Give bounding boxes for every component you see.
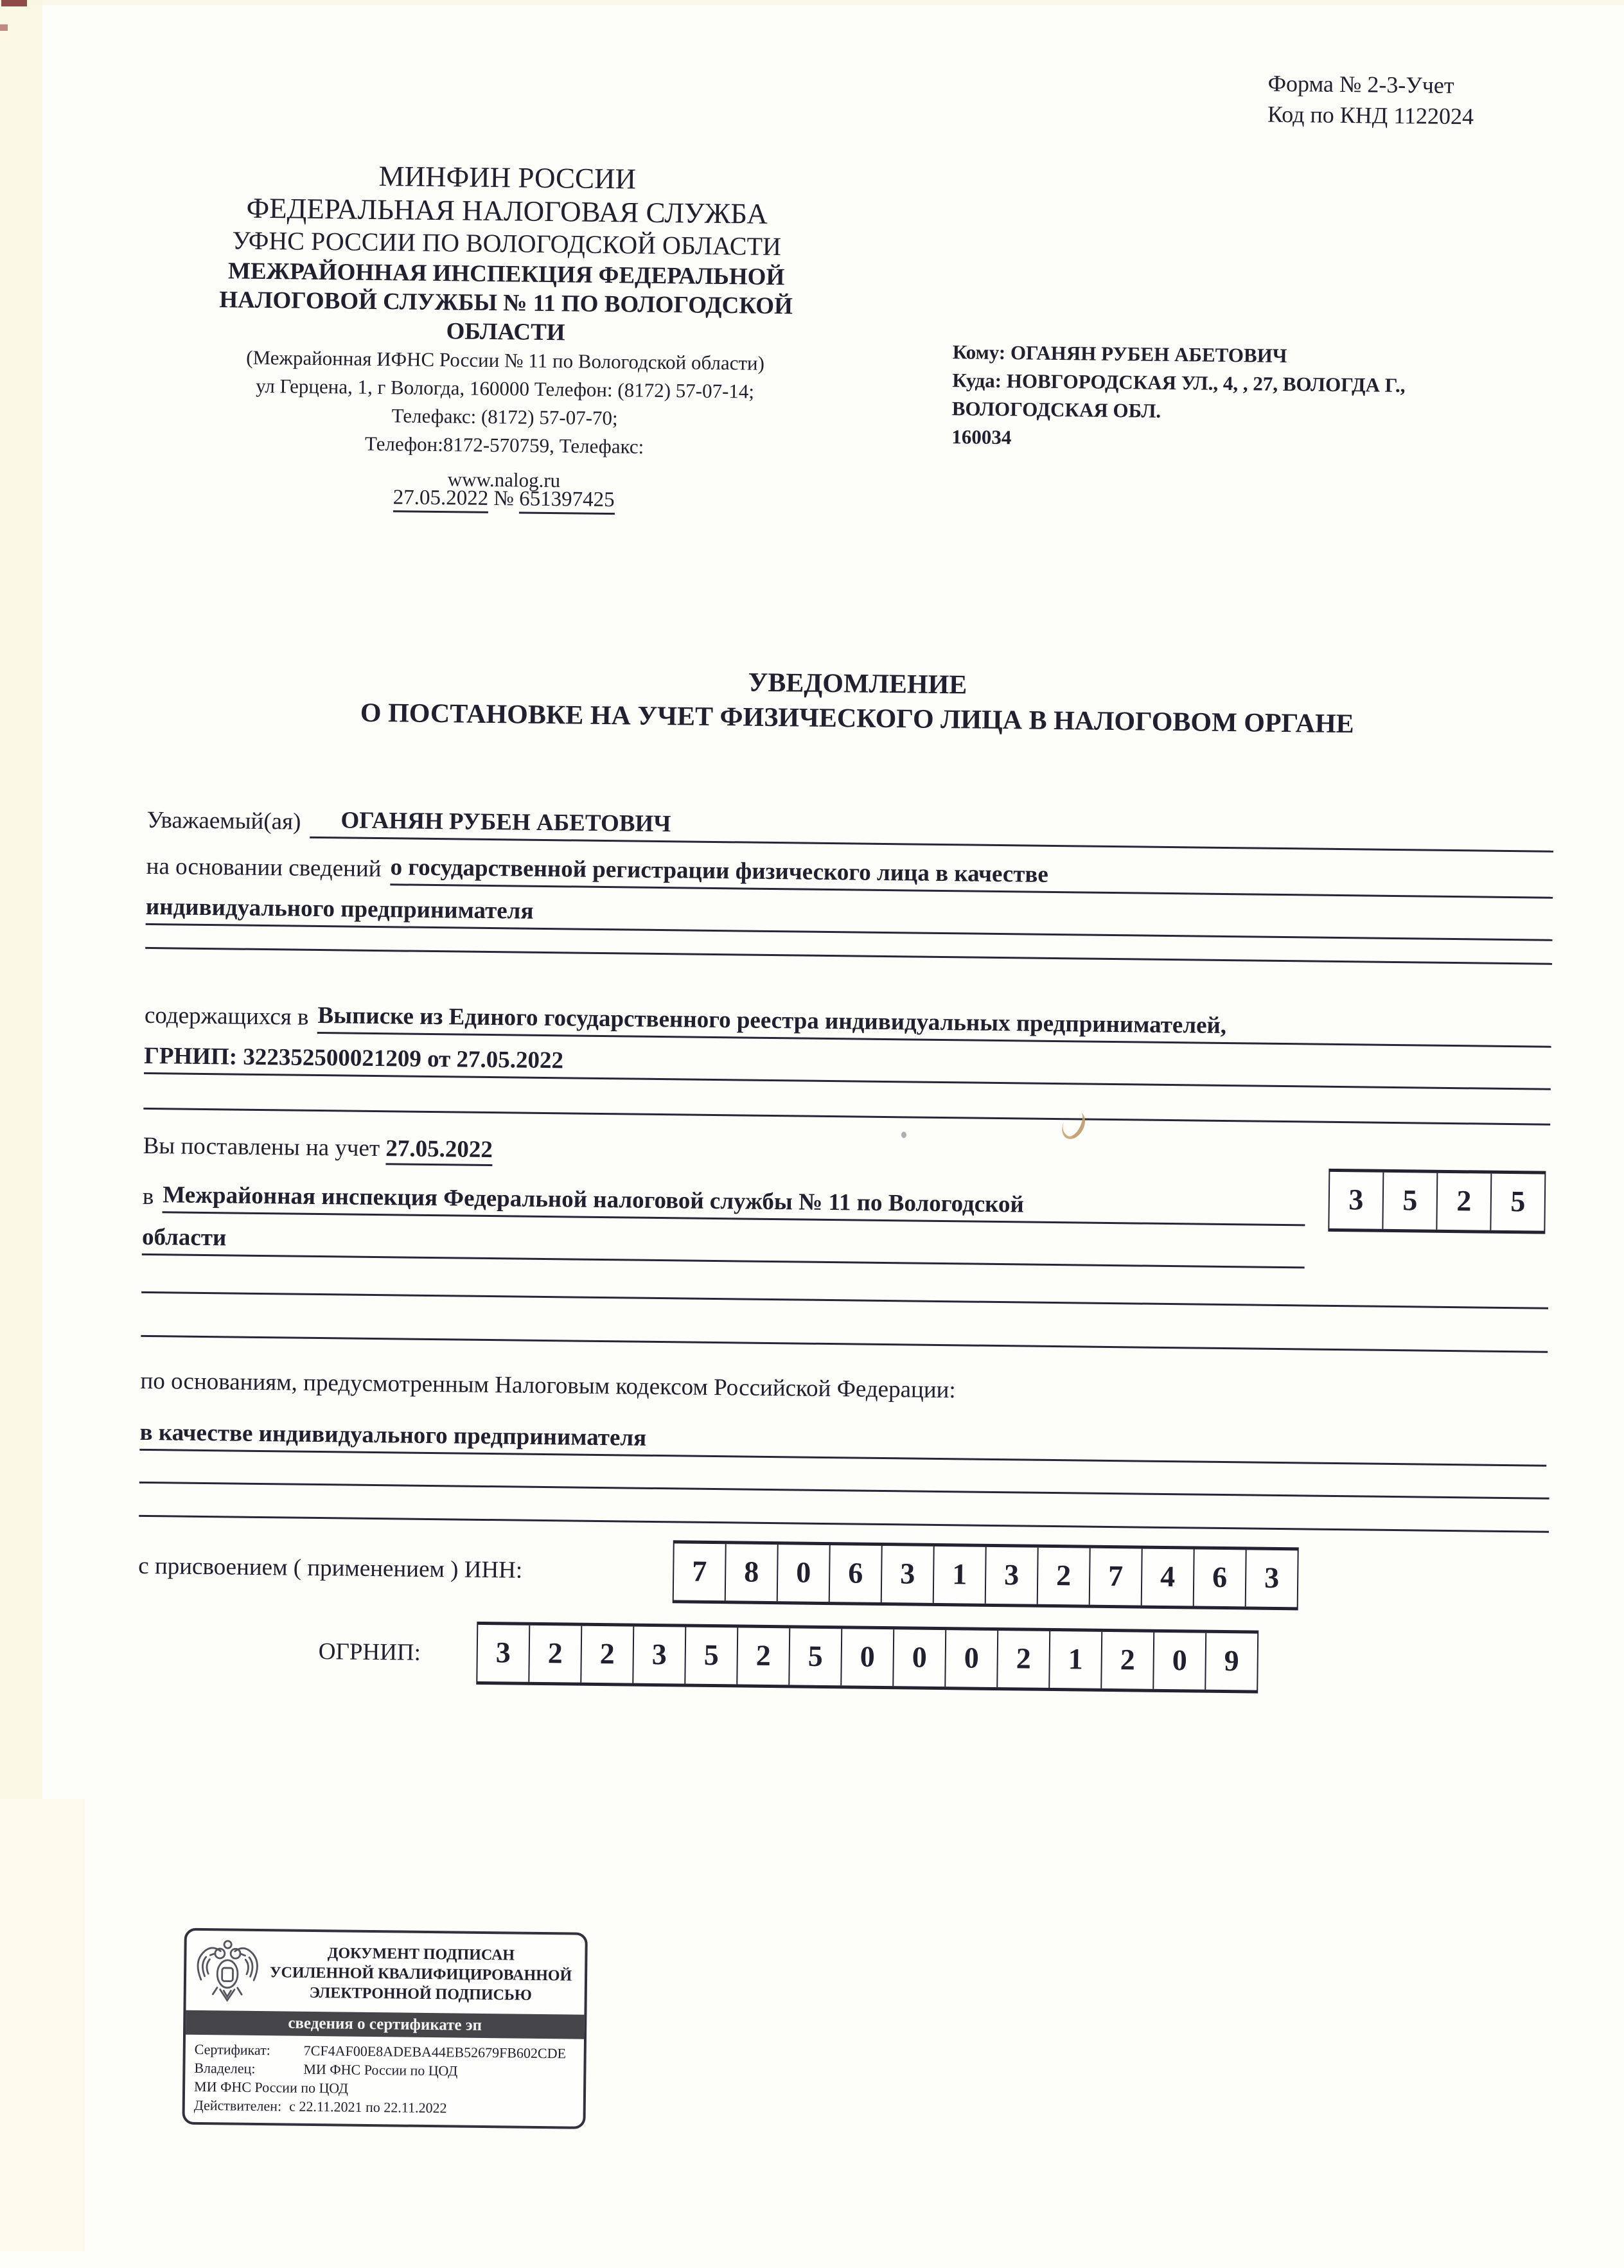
validity-label: Действителен:: [193, 2096, 282, 2114]
letterhead-line: ул Герцена, 1, г Вологда, 160000 Телефон: (8172) 57-07-14;: [256, 374, 755, 403]
taxpayer-name: ОГАНЯН РУБЕН АБЕТОВИЧ: [310, 806, 1553, 853]
contained-prefix: содержащихся в: [144, 1002, 309, 1031]
contained-line-1: [145, 1000, 1551, 1048]
owner-line-2: МИ ФНС России по ЦОД: [193, 2078, 349, 2096]
letterhead-website: www.nalog.ru: [447, 468, 561, 492]
validity-value: с 22.11.2021 по 22.11.2022: [289, 2098, 447, 2116]
capacity-text: в качестве индивидуального предпринимателя: [139, 1419, 1546, 1467]
ogrnip-digit: 2: [736, 1627, 789, 1685]
digital-signature-stamp: [182, 1928, 587, 2129]
code-digit: 2: [1436, 1173, 1490, 1230]
inn-label: с присвоением ( применением ) ИНН:: [138, 1552, 523, 1584]
ogrnip-digit: 0: [892, 1629, 945, 1687]
certificate-band: сведения о сертификате эп: [186, 2010, 584, 2039]
authority-prefix: в: [142, 1183, 154, 1210]
letterhead-line: (Межрайонная ИФНС России № 11 по Вологодской области): [246, 346, 765, 375]
inn-cell-row: [673, 1540, 1299, 1610]
ogrnip-cell-row: [476, 1622, 1258, 1694]
ogrnip-label: ОГРНИП:: [318, 1638, 421, 1666]
authority-name-1: Межрайонная инспекция Федеральной налоговой службы № 11 по Вологодской: [163, 1181, 1305, 1226]
form-code-block: [1267, 68, 1474, 132]
greeting-label: Уважаемый(ая): [146, 806, 301, 835]
stamp-header: [186, 1931, 585, 2015]
inn-digit: 1: [933, 1546, 985, 1604]
owner-value: МИ ФНС России по ЦОД: [303, 2060, 458, 2079]
owner-label: Владелец:: [194, 2059, 256, 2077]
ogrnip-digit: 9: [1205, 1633, 1257, 1690]
basis-line-1: [146, 851, 1553, 899]
ogrnip-digit: 2: [996, 1631, 1049, 1688]
ogrnip-digit: 5: [684, 1627, 737, 1685]
stamp-title-line-1: ДОКУМЕНТ ПОДПИСАН: [327, 1945, 515, 1964]
stamp-title-line-2: УСИЛЕННОЙ КВАЛИФИЦИРОВАННОЙ: [269, 1964, 572, 1985]
ogrnip-digit: 0: [944, 1630, 997, 1687]
ogrnip-digit: 0: [1152, 1633, 1205, 1690]
inn-digit: 7: [691, 1554, 707, 1588]
blank-underline: [141, 1262, 1548, 1309]
inn-digit: 8: [725, 1544, 777, 1601]
code-cell-row: [1328, 1169, 1546, 1234]
contained-bold-text-2: ГРНИП: 322352500021209 от 27.05.2022: [144, 1042, 1551, 1090]
inn-digit: 7: [1089, 1548, 1142, 1606]
inn-digit: 2: [1037, 1548, 1090, 1605]
basis-bold-text-2: индивидуального предпринимателя: [146, 893, 1553, 941]
code-digit: 3: [1348, 1183, 1364, 1216]
form-number: Форма № 2-3-Учет: [1267, 70, 1454, 98]
ogrnip-digit: 3: [632, 1627, 685, 1684]
letterhead-line: Телефон:8172-570759, Телефакс:: [364, 432, 644, 458]
certificate-value: 7CF4AF00E8ADEBA44EB52679FB602CDE: [303, 2042, 567, 2062]
letterhead: [182, 157, 829, 498]
authority-name-2: области: [142, 1223, 1305, 1269]
inn-digit: 0: [777, 1545, 829, 1602]
basis-bold-text-1: о государственной регистрации физического лица в качестве: [390, 853, 1553, 899]
letterhead-line: МИНФИН РОССИИ: [378, 159, 637, 195]
inn-digit: 6: [829, 1545, 881, 1602]
ogrnip-row: [137, 1618, 1258, 1694]
ogrnip-digit: 5: [788, 1628, 841, 1685]
knd-code: Код по КНД 1122024: [1267, 101, 1474, 130]
ogrnip-digit: 2: [580, 1626, 633, 1683]
tax-office-code-boxes: [1328, 1169, 1546, 1234]
outgoing-number: 651397425: [519, 487, 615, 515]
grounds-line: по основаниям, предусмотренным Налоговым кодексом Российской Федерации:: [140, 1367, 956, 1404]
letterhead-line: ОБЛАСТИ: [446, 318, 565, 346]
ogrnip-digit: 2: [1100, 1632, 1153, 1689]
recipient-address-line: Куда: НОВГОРОДСКАЯ УЛ., 4, , 27, ВОЛОГДА Г.,: [952, 369, 1406, 397]
stamp-title-block: [263, 1931, 585, 2007]
inn-digit: 3: [1245, 1550, 1298, 1607]
title-line-2: О ПОСТАНОВКЕ НА УЧЕТ ФИЗИЧЕСКОГО ЛИЦА В НАЛОГОВОМ ОРГАНЕ: [360, 698, 1354, 740]
letterhead-line: ФЕДЕРАЛЬНАЯ НАЛОГОВАЯ СЛУЖБА: [246, 191, 768, 230]
recipient-name-line: Кому: ОГАНЯН РУБЕН АБЕТОВИЧ: [952, 341, 1287, 368]
outgoing-date: 27.05.2022: [393, 486, 488, 513]
eagle-emblem-icon: [186, 1931, 263, 2011]
inn-digit: 3: [985, 1547, 1037, 1604]
letterhead-line: Телефакс: (8172) 57-07-70;: [391, 404, 618, 430]
number-sign: №: [488, 486, 520, 511]
ink-dot-artifact: [901, 1131, 906, 1138]
inn-digit: 4: [1141, 1549, 1194, 1606]
recipient-block: [951, 338, 1557, 458]
authority-line-1: [143, 1181, 1305, 1227]
title-line-1: УВЕДОМЛЕНИЕ: [748, 668, 967, 700]
document-title: [0, 657, 1618, 745]
authority-line-2: [142, 1223, 1305, 1269]
recipient-postcode: 160034: [951, 425, 1012, 449]
inn-digit: 3: [881, 1546, 933, 1603]
registered-prefix: Вы поставлены на учет: [143, 1132, 386, 1162]
stamp-title-line-3: ЭЛЕКТРОННОЙ ПОДПИСЬЮ: [309, 1984, 532, 2004]
ogrnip-digit: 0: [840, 1629, 893, 1686]
code-digit: 5: [1382, 1173, 1436, 1230]
inn-row: [138, 1534, 1299, 1610]
letterhead-line: НАЛОГОВОЙ СЛУЖБЫ № 11 ПО ВОЛОГОДСКОЙ: [219, 287, 793, 320]
greeting-line: [146, 804, 1553, 853]
ogrnip-digit: 1: [1048, 1631, 1101, 1688]
ogrnip-digit: 2: [528, 1626, 581, 1683]
validity-row: [194, 2096, 579, 2119]
ogrnip-digit: 3: [495, 1636, 511, 1669]
registered-line: [143, 1132, 493, 1164]
recipient-region-line: ВОЛОГОДСКАЯ ОБЛ.: [951, 397, 1161, 422]
letterhead-line: УФНС РОССИИ ПО ВОЛОГОДСКОЙ ОБЛАСТИ: [232, 226, 782, 261]
blank-underline: [141, 1306, 1548, 1353]
inn-digit: 6: [1193, 1549, 1246, 1606]
code-digit: 5: [1490, 1174, 1544, 1231]
stamp-details: [184, 2035, 584, 2127]
basis-prefix: на основании сведений: [146, 853, 382, 883]
certificate-label: Сертификат:: [194, 2041, 271, 2059]
letterhead-line: МЕЖРАЙОННАЯ ИНСПЕКЦИЯ ФЕДЕРАЛЬНОЙ: [227, 258, 785, 291]
contained-bold-text-1: Выписке из Единого государственного реестра индивидуальных предпринимателей,: [317, 1002, 1551, 1048]
registration-date: 27.05.2022: [385, 1135, 493, 1166]
